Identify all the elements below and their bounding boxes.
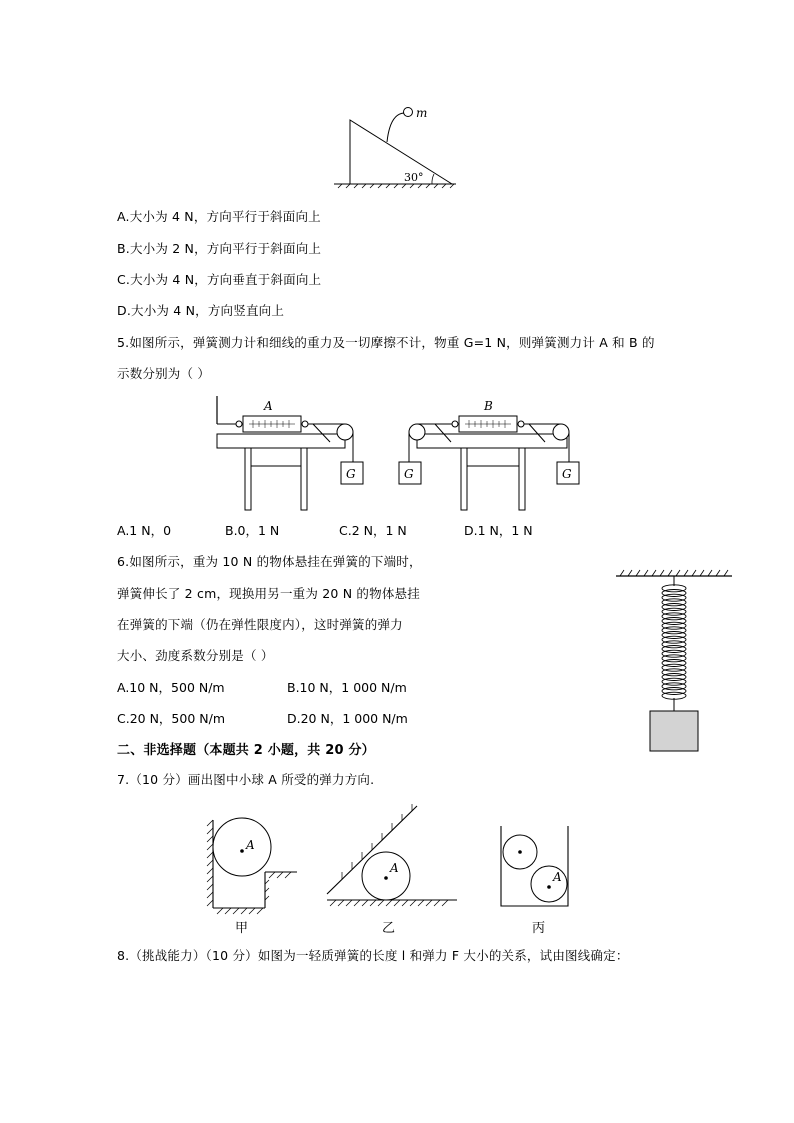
q6-option-c: C.20 N，500 N/m <box>117 711 226 726</box>
weight-label-right: G <box>562 467 572 481</box>
scale-a-label: A <box>264 399 273 413</box>
q6-stem-line3: 在弹簧的下端（仍在弹性限度内），这时弹簧的弹力 <box>117 617 403 632</box>
caption-bing: 丙 <box>532 921 546 936</box>
mass-label: m <box>416 106 428 120</box>
angle-label: 30° <box>404 171 424 184</box>
section2-heading: 二、非选择题（本题共 2 小题，共 20 分） <box>117 743 375 758</box>
q5-stem-line1: 5.如图所示，弹簧测力计和细线的重力及一切摩擦不计，物重 G=1 N，则弹簧测力计 A 和 B 的 <box>117 335 655 350</box>
spring-figure <box>612 566 737 756</box>
weight-label-left: G <box>346 467 356 481</box>
q6-option-a: A.10 N，500 N/m <box>117 680 225 695</box>
q5-figure <box>205 392 590 517</box>
q5-option-d: D.1 N，1 N <box>464 523 533 538</box>
q6-stem-line2: 弹簧伸长了 2 cm，现换用另一重为 20 N 的物体悬挂 <box>117 586 420 601</box>
q7-figure-jia <box>205 810 300 915</box>
incline-figure <box>320 100 470 192</box>
caption-yi: 乙 <box>382 921 396 936</box>
scale-b-label: B <box>484 399 493 413</box>
q7-figure-yi <box>322 800 462 910</box>
q7-figure-bing <box>495 822 575 912</box>
q6-stem-line4: 大小、劲度系数分别是（ ） <box>117 648 274 663</box>
q5-option-c: C.2 N，1 N <box>339 523 407 538</box>
q5-stem-line2: 示数分别为（ ） <box>117 366 211 381</box>
q6-option-b: B.10 N，1 000 N/m <box>287 680 407 695</box>
q5-option-a: A.1 N，0 <box>117 523 172 538</box>
ball-a-label-bing: A <box>553 870 562 884</box>
q5-option-b: B.0，1 N <box>225 523 280 538</box>
q7-stem: 7.（10 分）画出图中小球 A 所受的弹力方向. <box>117 772 375 787</box>
ball-a-label-jia: A <box>246 838 255 852</box>
q4-option-b: B.大小为 2 N，方向平行于斜面向上 <box>117 241 322 256</box>
q4-option-a: A.大小为 4 N，方向平行于斜面向上 <box>117 209 321 224</box>
q4-option-c: C.大小为 4 N，方向垂直于斜面向上 <box>117 272 322 287</box>
q6-option-d: D.20 N，1 000 N/m <box>287 711 408 726</box>
caption-jia: 甲 <box>235 921 249 936</box>
q4-option-d: D.大小为 4 N，方向竖直向上 <box>117 303 285 318</box>
q6-stem-line1: 6.如图所示，重为 10 N 的物体悬挂在弹簧的下端时， <box>117 554 422 569</box>
ball-a-label-yi: A <box>390 861 399 875</box>
weight-label-mid: G <box>404 467 414 481</box>
q8-stem: 8.（挑战能力）（10 分）如图为一轻质弹簧的长度 l 和弹力 F 大小的关系，试由图线确定： <box>117 948 629 963</box>
